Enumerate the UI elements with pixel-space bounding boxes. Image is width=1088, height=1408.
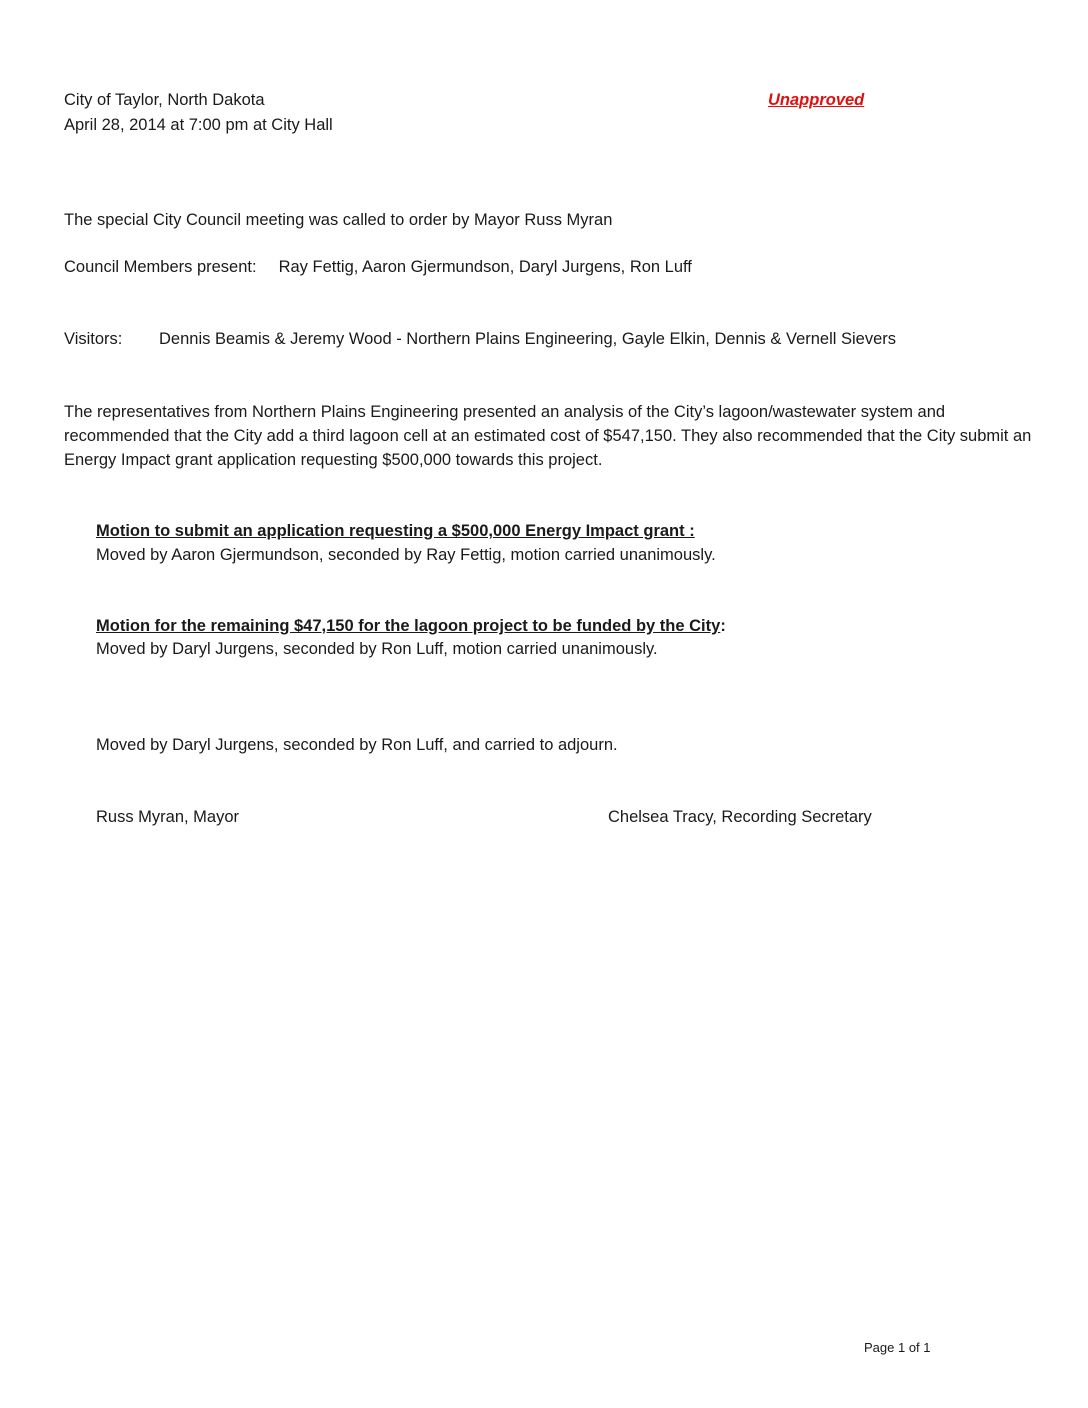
motion-1-heading: Motion to submit an application requesting a $500,000 Energy Impact grant :	[96, 522, 695, 540]
meeting-date: April 28, 2014 at 7:00 pm at City Hall	[64, 116, 333, 134]
council-members	[64, 256, 692, 278]
motion-1-text: Moved by Aaron Gjermundson, seconded by Ray Fettig, motion carried unanimously.	[96, 546, 716, 564]
presentation-paragraph: The representatives from Northern Plains Engineering presented an analysis of the City’s lagoon/wastewater system and recommended that the City add a third lagoon cell at an estimated cost of $547,150. They also recommended that the City submit an Energy Impact grant application requesting $500,000 towards this project.	[64, 403, 1032, 469]
motion-2-colon: :	[720, 617, 726, 635]
city-name: City of Taylor, North Dakota	[64, 91, 265, 109]
motion-2-heading-line	[96, 615, 726, 637]
call-to-order: The special City Council meeting was called to order by Mayor Russ Myran	[64, 211, 613, 229]
motion-2-text: Moved by Daryl Jurgens, seconded by Ron Luff, motion carried unanimously.	[96, 640, 658, 658]
page-number: Page 1 of 1	[864, 1340, 931, 1355]
members-list: Ray Fettig, Aaron Gjermundson, Daryl Jurgens, Ron Luff	[278, 258, 692, 276]
members-label: Council Members present:	[64, 258, 257, 276]
visitors-label: Visitors:	[64, 330, 123, 348]
signature-secretary: Chelsea Tracy, Recording Secretary	[608, 808, 872, 826]
signature-mayor: Russ Myran, Mayor	[96, 808, 240, 826]
approval-status: Unapproved	[768, 91, 865, 109]
visitors-list: Dennis Beamis & Jeremy Wood - Northern Plains Engineering, Gayle Elkin, Dennis & Vernell Sievers	[159, 330, 897, 348]
visitors	[64, 328, 896, 350]
adjourn-text: Moved by Daryl Jurgens, seconded by Ron Luff, and carried to adjourn.	[96, 736, 618, 754]
motion-2-heading: Motion for the remaining $47,150 for the lagoon project to be funded by the City	[96, 617, 721, 635]
